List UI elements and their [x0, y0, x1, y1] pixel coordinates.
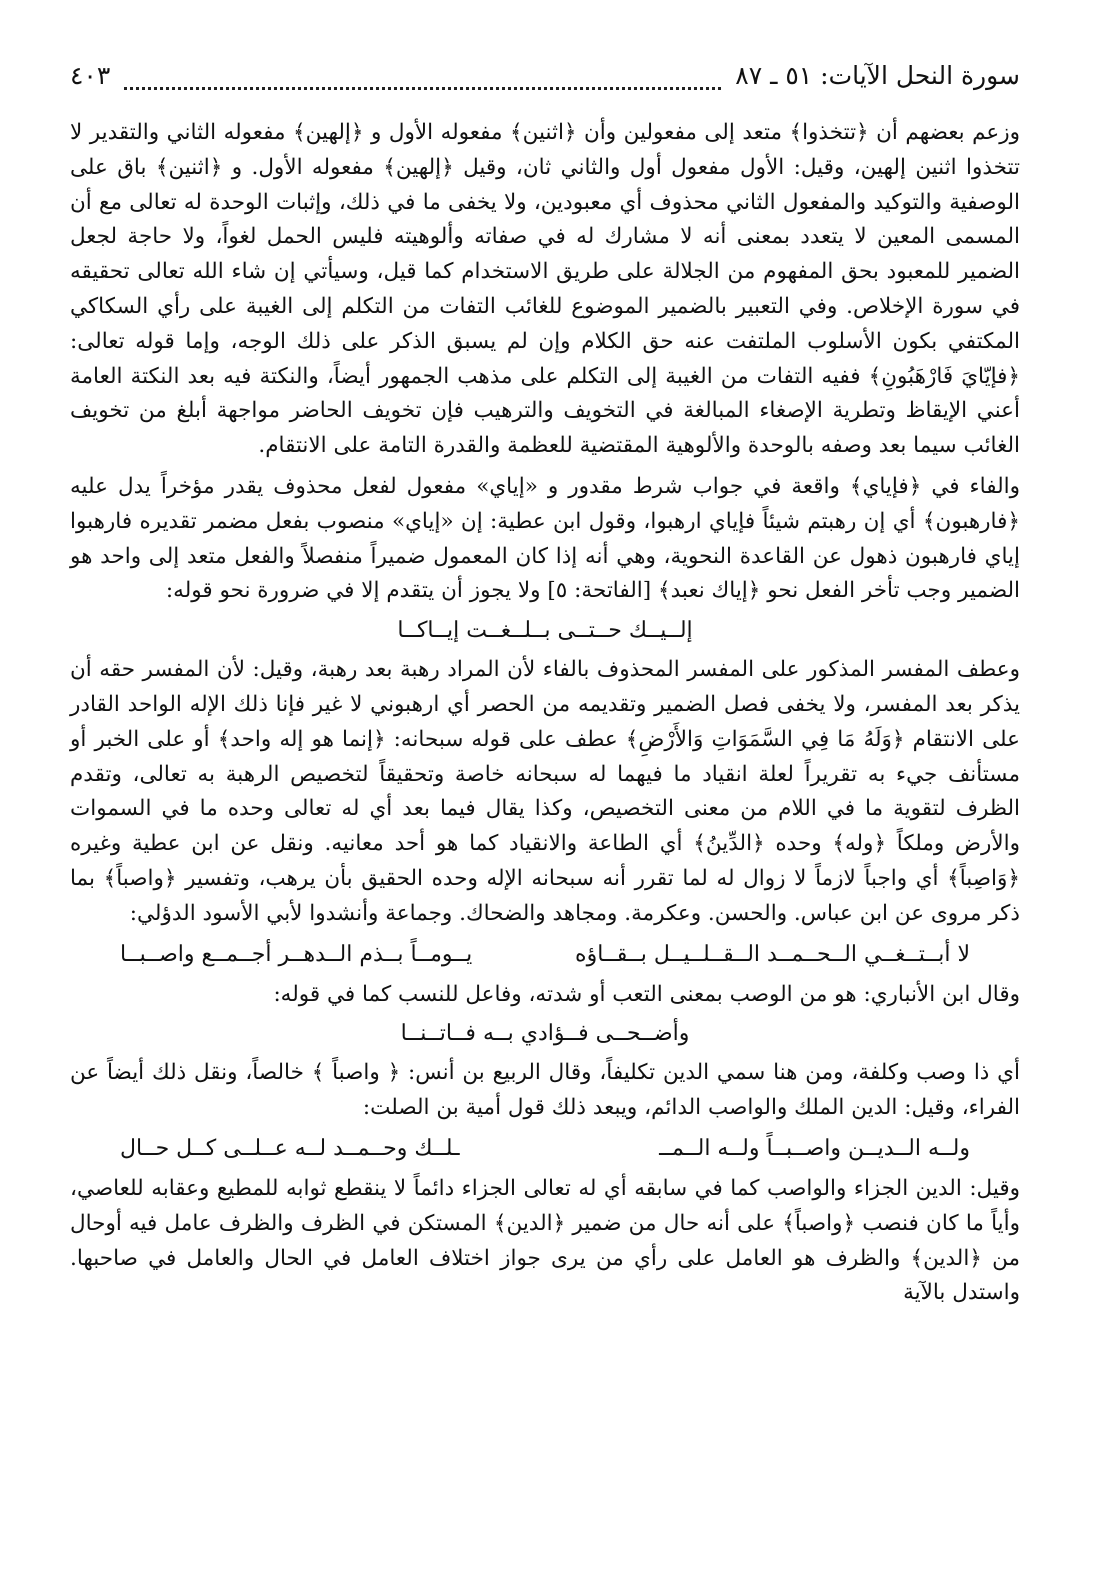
- verse-4: [70, 1126, 1020, 1172]
- verse-4-first-hemistich: ولــه الــديــن واصــبــاً ولــه الــمــ: [659, 1135, 970, 1161]
- verse-4-second-hemistich: ـلــك وحــمــد لــه عــلــى كــل حــال: [120, 1135, 460, 1161]
- book-page: [70, 50, 1020, 1311]
- paragraph-1: وزعم بعضهم أن ﴿تتخذوا﴾ متعد إلى مفعولين وأن ﴿اثنين﴾ مفعوله الأول و ﴿إلهين﴾ مفعوله الثاني والتقدير لا تتخذوا اثنين إلهين، وقيل: الأول مفعول أول والثاني ثان، وقيل ﴿إلهين﴾ مفعوله الأول. و ﴿اثنين﴾ باق على الوصفية والتوكيد والمفعول الثاني محذوف أي معبودين، ولا يخفى ما في ذلك، وإثبات الوحدة له تعالى مع أن المسمى المعين لا يتعدد بمعنى أنه لا مشارك له في صفاته وألوهيته فليس الحمل لغواً، ولا حاجة لجعل الضمير للمعبود بحق المفهوم من الجلالة على طريق الاستخدام كما قيل، وسيأتي إن شاء الله تعالى تحقيقه في سورة الإخلاص. وفي التعبير بالضمير الموضوع للغائب التفات من التكلم إلى الغيبة على رأي السكاكي المكتفي بكون الأسلوب الملتفت عنه حق الكلام وإن لم يسبق الذكر على ذلك الوجه، وإما قوله تعالى: ﴿فإيّايَ فَارْهَبُونِ﴾ ففيه التفات من الغيبة إلى التكلم على مذهب الجمهور أيضاً، والنكتة فيه بعد النكتة العامة أعني الإيقاظ وتطرية الإصغاء المبالغة في التخويف والترهيب فإن تخويف الحاضر مواجهة أبلغ من تخويف الغائب سيما بعد وصفه بالوحدة والألوهية المقتضية للعظمة والقدرة التامة على الانتقام.: [70, 120, 1020, 459]
- running-title: سورة النحل الآيات: ٥١ ـ ٨٧: [735, 61, 1020, 90]
- paragraph-2: والفاء في ﴿فإياي﴾ واقعة في جواب شرط مقدور و «إياي» مفعول لفعل محذوف يقدر مؤخراً يدل عليه ﴿فارهبون﴾ أي إن رهبتم شيئاً فإياي ارهبوا، وقول ابن عطية: إن «إياي» منصوب بفعل مضمر تقديره فارهبوا إياي فارهبون ذهول عن القاعدة النحوية، وهي أنه إذا كان المعمول ضميراً منفصلاً والفعل متعد إلى واحد هو الضمير وجب تأخر الفعل نحو ﴿إياك نعبد﴾ [الفاتحة: ٥] ولا يجوز أن يتقدم إلا في ضرورة نحو قوله:: [70, 473, 1020, 604]
- verse-1: إلــيــك حــتــى بــلــغــت إيــاكــا: [397, 618, 693, 644]
- verse-2-first-hemistich: لا أبــتــغــي الــحــمــد الــقــلــيــل بــقــاؤه: [575, 941, 970, 967]
- verse-3: وأضــحــى فــؤادي بــه فــاتــنــا: [400, 1021, 690, 1047]
- dotted-leader: [124, 71, 721, 90]
- page-number: ٤٠٣: [70, 61, 111, 90]
- verse-2: [70, 932, 1020, 978]
- running-header: [70, 50, 1020, 90]
- verse-2-second-hemistich: يــومــاً بــذم الــدهــر أجــمــع واصــبــا: [120, 941, 473, 967]
- paragraph-5: أي ذا وصب وكلفة، ومن هنا سمي الدين تكليفاً، وقال الربيع بن أنس: ﴿ واصباً ﴾ خالصاً، ونقل ذلك أيضاً عن الفراء، وقيل: الدين الملك والواصب الدائم، ويبعد ذلك قول أمية بن الصلت:: [70, 1060, 1020, 1121]
- paragraph-6: وقيل: الدين الجزاء والواصب كما في سابقه أي له تعالى الجزاء دائماً لا ينقطع ثوابه للمطيع وعقابه للعاصي، وأياً ما كان فنصب ﴿واصباً﴾ على أنه حال من ضمير ﴿الدين﴾ المستكن في الظرف والظرف عامل فيه أوحال من ﴿الدين﴾ والظرف هو العامل على رأي من يرى جواز اختلاف العامل في الحال والعامل في صاحبها. واستدل بالآية: [70, 1175, 1020, 1306]
- paragraph-4: وقال ابن الأنباري: هو من الوصب بمعنى التعب أو شدته، وفاعل للنسب كما في قوله:: [273, 981, 1020, 1007]
- paragraph-3: وعطف المفسر المذكور على المفسر المحذوف بالفاء لأن المراد رهبة بعد رهبة، وقيل: لأن المفسر حقه أن يذكر بعد المفسر، ولا يخفى فصل الضمير وتقديمه من الحصر أي ارهبوني لا غير فإنا ذلك الإله الواحد القادر على الانتقام ﴿وَلَهُ مَا فِي السَّمَوَاتِ وَالأَرْضِ﴾ عطف على قوله سبحانه: ﴿إنما هو إله واحد﴾ أو على الخبر أو مستأنف جيء به تقريراً لعلة انقياد ما فيهما له سبحانه خاصة وتحقيقاً لتخصيص الرهبة به تعالى، وتقدم الظرف لتقوية ما في اللام من معنى التخصيص، وكذا يقال فيما بعد أي له تعالى وحده ما في السموات والأرض وملكاً ﴿وله﴾ وحده ﴿الدِّينُ﴾ أي الطاعة والانقياد كما هو أحد معانيه. ونقل عن ابن عطية وغيره ﴿وَاصِباً﴾ أي واجباً لازماً لا زوال له لما تقرر أنه سبحانه الإله وحده الحقيق بأن يرهب، وتفسير ﴿واصباً﴾ بما ذكر مروى عن ابن عباس. والحسن. وعكرمة. ومجاهد والضحاك. وجماعة وأنشدوا لأبي الأسود الدؤلي:: [70, 657, 1020, 926]
